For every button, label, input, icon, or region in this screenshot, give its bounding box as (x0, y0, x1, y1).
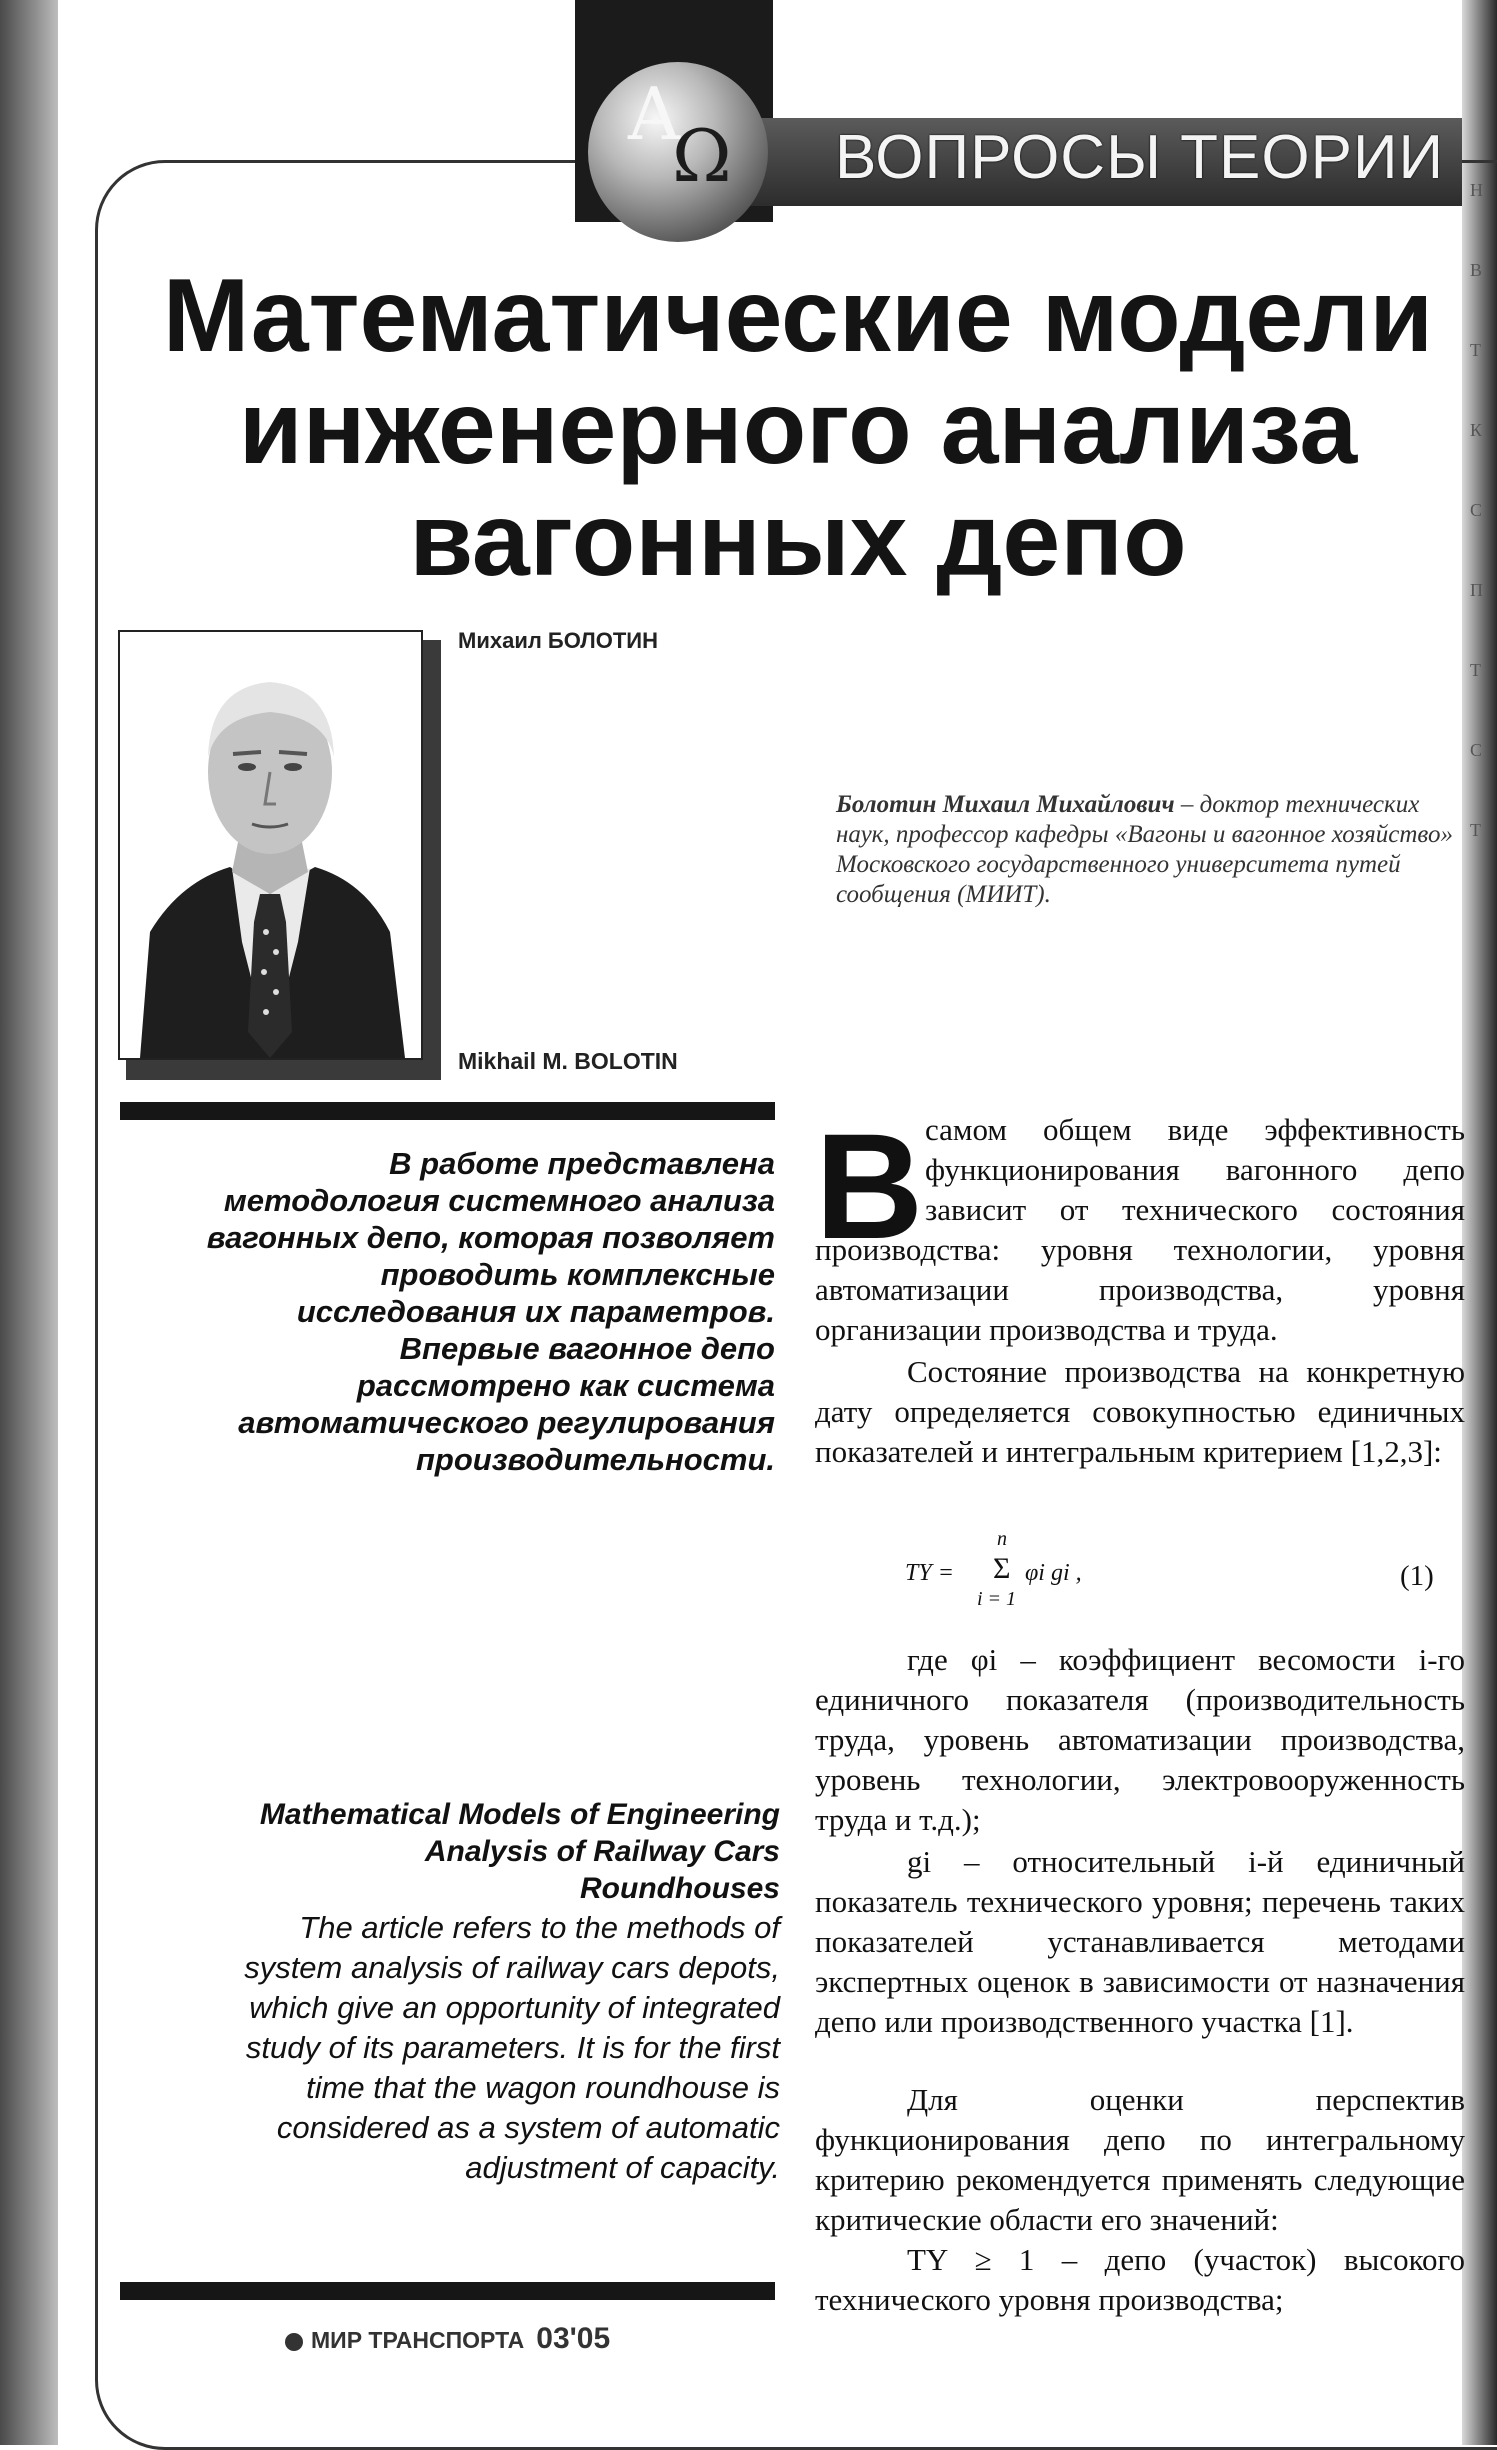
page-footer (285, 2322, 610, 2356)
formula-term: φi gi , (1025, 1560, 1082, 1586)
logo-omega-letter: Ω (672, 114, 732, 198)
author-name-en: Mikhail M. BOLOTIN (458, 1048, 678, 1074)
abstract-ru: В работе представлена методология системного анализа вагонных депо, которая позволяет проводить комплексные исследования их параметров. Впервые вагонное депо рассмотрено как система автоматического регулирования производительности. (206, 1146, 775, 1477)
author-photo (118, 630, 423, 1060)
title-line: вагонных депо (409, 482, 1187, 598)
author-name-ru: Михаил БОЛОТИН (458, 628, 658, 653)
formula-sigma: Σ (993, 1552, 1011, 1585)
abstract-en-title: Mathematical Models of Engineering Analysis of Railway Cars Roundhouses (259, 1798, 780, 1905)
edge-glyph: С (1470, 500, 1483, 520)
body-paragraph-5: Для оценки перспектив функционирования депо по интегральному критерию рекомендуется применять следующие критические области его значений: (815, 2082, 1465, 2237)
logo-alpha-letter: A (628, 72, 680, 156)
title-line: Математические модели (162, 258, 1434, 374)
edge-glyph: Т (1470, 820, 1481, 840)
edge-glyph: К (1470, 420, 1483, 440)
drop-cap: В (815, 1102, 924, 1270)
body-paragraph-2: Состояние производства на конкретную дату определяется совокупностью единичных показателей и интегральным критерием [1,2,3]: (815, 1354, 1465, 1469)
author-bio (836, 790, 1456, 910)
title-line: инженерного анализа (238, 370, 1358, 486)
bio-text: – доктор технических наук, профессор кафедры «Вагоны и вагонное хозяйство» Московского государственного университета путей сообщения (МИИТ). (836, 791, 1453, 908)
article-title (98, 260, 1497, 596)
body-paragraph-4: gi – относительный i-й единичный показатель технического уровня; перечень таких показателей устанавливается методами экспертных оценок в зависимости от назначения депо или производственного участка [1]. (815, 1844, 1465, 2039)
edge-glyph: Т (1470, 660, 1481, 680)
rubric-title: ВОПРОСЫ ТЕОРИИ (835, 123, 1445, 192)
issue-number: 03'05 (536, 2322, 611, 2355)
formula-lhs: TY = (905, 1560, 954, 1586)
bullet-icon (285, 2333, 303, 2351)
dropcap-spacer (815, 1110, 925, 1222)
abstract-bottom-rule (120, 2282, 775, 2300)
body-paragraph-3: где φi – коэффициент весомости i-го единичного показателя (производительность труда, уровень автоматизации производства, уровень технологии, электровооруженность труда и т.д.); (815, 1642, 1465, 1837)
magazine-name: МИР ТРАНСПОРТА (311, 2327, 525, 2353)
abstract-en-body: The article refers to the methods of system analysis of railway cars depots, which give an opportunity of integrated study of its parameters. It is for the first time that the wagon roundhouse is considered as a system of automatic adjustment of capacity. (244, 1910, 780, 2185)
edge-glyph: В (1470, 260, 1483, 280)
bio-name: Болотин Михаил Михайлович (836, 791, 1175, 818)
edge-glyph: Т (1470, 340, 1481, 360)
abstract-top-rule (120, 1102, 775, 1120)
edge-glyph: Н (1470, 180, 1483, 200)
body-paragraph-6: TY ≥ 1 – депо (участок) высокого технического уровня производства; (815, 2242, 1465, 2317)
edge-glyph: С (1470, 740, 1483, 760)
portrait-illustration (120, 632, 421, 1058)
paragraph-text: самом общем виде эффективность функционирования вагонного депо зависит от технического состояния производства: уровня технологии, уровня автоматизации производства, уровня организации производства и труда. (815, 1112, 1465, 1347)
formula-upper-limit: n (997, 1528, 1007, 1550)
body-paragraph-1 (815, 1102, 1465, 1350)
formula-lower-limit: i = 1 (977, 1588, 1017, 1610)
edge-glyph: П (1470, 580, 1483, 600)
formula-1 (905, 1528, 1465, 1618)
formula-number: (1) (1400, 1560, 1434, 1592)
page-binding-strip (0, 0, 58, 2445)
